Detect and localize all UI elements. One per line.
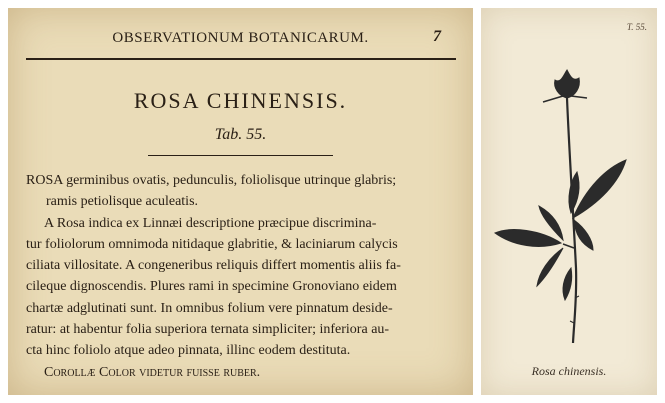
- plate-reference: Tab. 55.: [214, 126, 267, 143]
- sepal: [543, 96, 563, 102]
- leaf-icon: [537, 248, 563, 286]
- rose-branch-illustration: [481, 68, 657, 358]
- plate-number: T. 55.: [626, 22, 647, 32]
- text-line: chartæ adglutinati sunt. In omnibus folium vere pinnatum deside-: [26, 300, 393, 316]
- rose-bud-icon: [555, 70, 580, 98]
- leaf-icon: [495, 230, 561, 247]
- botanical-plate: [481, 8, 657, 395]
- text-page: [8, 8, 473, 395]
- species-title: ROSA CHINENSIS.: [133, 88, 348, 113]
- plate-caption: Rosa chinensis.: [531, 364, 607, 378]
- sepal: [571, 96, 587, 98]
- text-line: cileque dignoscendis. Plures rami in specimine Gronoviano eidem: [26, 279, 397, 295]
- text-line: A Rosa indica ex Linnæi descriptione præcipue discrimina-: [44, 215, 377, 231]
- leaf-icon: [573, 160, 626, 218]
- leaf-icon: [563, 268, 572, 300]
- header-rule: [26, 58, 456, 60]
- title-rule: [148, 155, 333, 156]
- text-line: tur foliolorum omnimoda nitidaque glabritie, & laciniarum calycis: [26, 236, 398, 252]
- leaf-branch: [563, 244, 574, 248]
- text-line: ramis petiolisque aculeatis.: [46, 194, 199, 210]
- page-number: 7: [433, 28, 441, 45]
- description-text: [26, 170, 458, 383]
- running-head: OBSERVATIONUM BOTANICARUM.: [112, 30, 369, 46]
- leaf-icon: [574, 220, 593, 250]
- text-line: ratur: at habentur folia superiora ternata simpliciter; inferiora au-: [26, 322, 390, 338]
- text-line: ciliata villositate. A congeneribus reliquis differt momentis aliis fa-: [26, 258, 401, 274]
- text-line: ROSA germinibus ovatis, pedunculis, foliolisque utrinque glabris;: [26, 173, 397, 188]
- text-line: cta hinc foliolo atque adeo pinnata, illinc eodem destituta.: [26, 343, 351, 359]
- text-line: Corollæ Color videtur fuisse ruber.: [44, 364, 261, 380]
